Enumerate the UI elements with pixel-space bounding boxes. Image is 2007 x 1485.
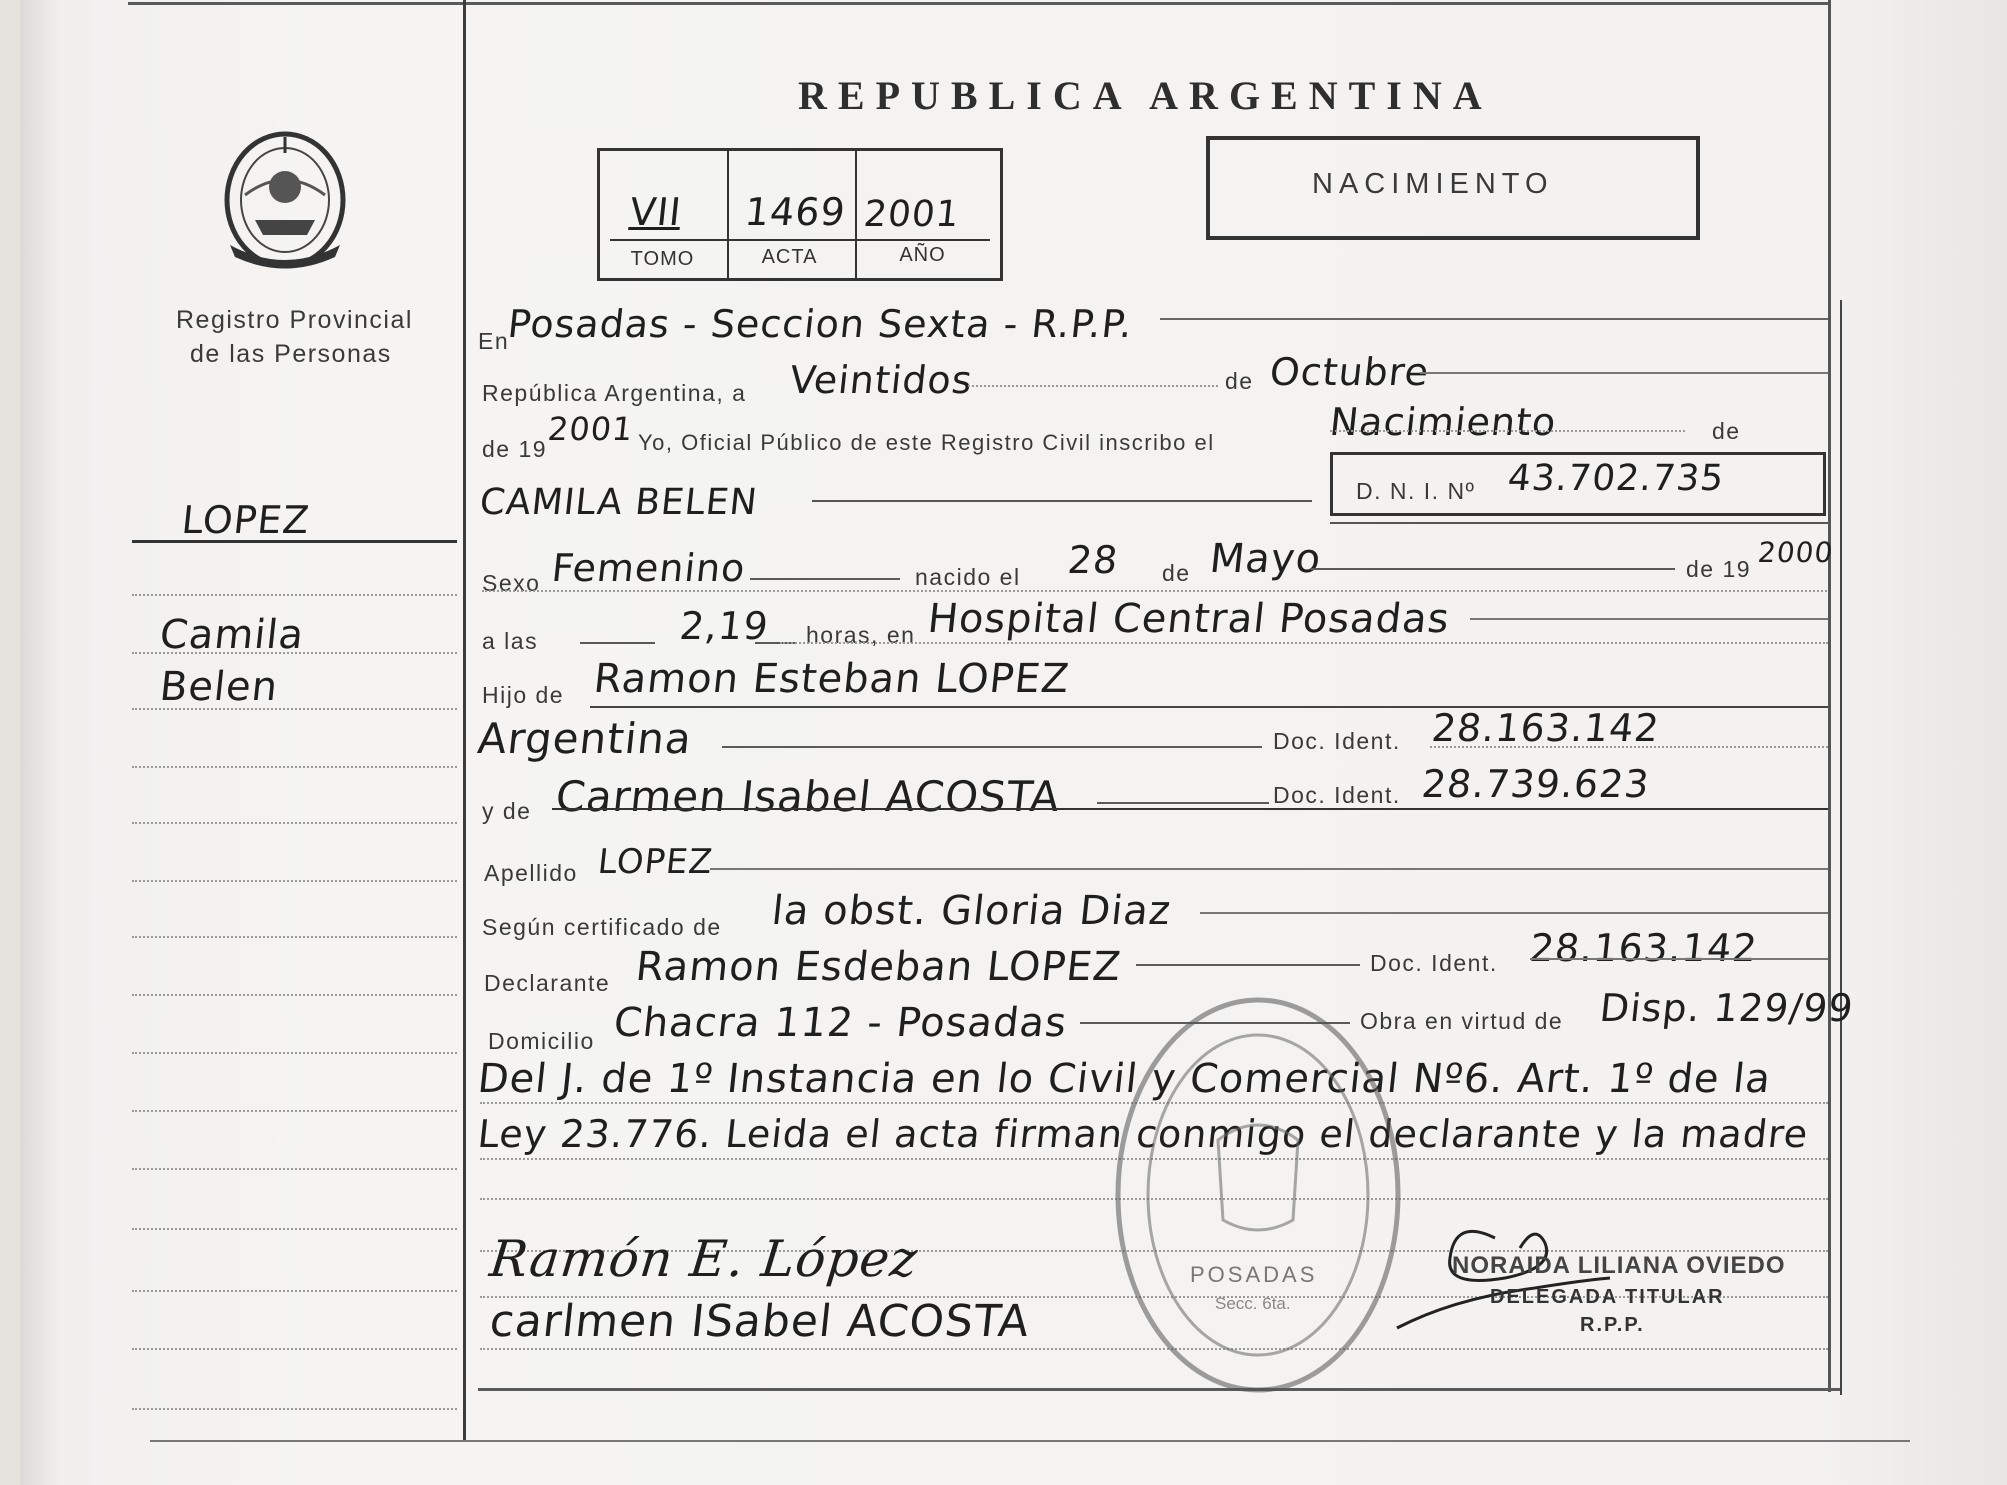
de19-label-2: de 19 <box>1686 556 1752 582</box>
note-line-1: Del J. de 1º Instancia en lo Civil y Comercial Nº6. Art. 1º de la <box>475 1056 1774 1102</box>
hour-line-left <box>580 642 655 644</box>
oficial-label: Yo, Oficial Público de este Registro Civil inscribo el <box>638 430 1215 455</box>
en-line <box>1160 318 1828 320</box>
record-type-label: NACIMIENTO <box>1312 168 1554 200</box>
de-label-2: de <box>1162 560 1191 586</box>
month-line <box>1420 372 1828 374</box>
country-title: REPUBLICA ARGENTINA <box>798 73 1493 118</box>
officer-unit: R.P.P. <box>1580 1314 1645 1336</box>
de-label: de <box>1225 368 1254 394</box>
row5-underline <box>482 590 1827 592</box>
inscribo-value: Nacimiento <box>1327 400 1559 444</box>
en-label: En <box>478 328 510 354</box>
republica-label: República Argentina, a <box>482 380 747 406</box>
tomo-label: TOMO <box>630 248 695 270</box>
hour-value: 2,19 <box>677 604 771 648</box>
apellido-line <box>710 868 1828 870</box>
day-value: Veintidos <box>787 358 976 402</box>
apellido-value: LOPEZ <box>595 842 715 882</box>
certificado-line <box>1200 912 1828 914</box>
father-doc-line <box>1430 746 1828 748</box>
tomo-value: VII <box>627 190 684 234</box>
sexo-label: Sexo <box>482 570 541 596</box>
dni-line <box>1330 522 1830 524</box>
registry-name-line2: de las Personas <box>190 340 392 368</box>
obra-value: Disp. 129/99 <box>1597 986 1856 1030</box>
birth-year: 2000 <box>1756 536 1835 569</box>
declarante-line <box>1136 964 1360 966</box>
en-value: Posadas - Seccion Sexta - R.P.P. <box>505 302 1136 346</box>
officer-name: NORAIDA LILIANA OVIEDO <box>1452 1252 1786 1279</box>
nacido-label: nacido el <box>915 564 1021 590</box>
sexo-value: Femenino <box>549 546 748 590</box>
row6-underline <box>780 642 1828 644</box>
child-name: CAMILA BELEN <box>477 482 760 523</box>
segun-label: Según certificado de <box>482 914 722 940</box>
acta-value: 1469 <box>742 190 849 234</box>
declarante-label: Declarante <box>484 970 611 996</box>
sidebar-given-name-1: Camila <box>157 612 307 658</box>
misiones-seal-icon <box>215 125 355 275</box>
dni-label: D. N. I. Nº <box>1356 478 1476 504</box>
father-nationality: Argentina <box>475 714 695 763</box>
inscribo-dotline <box>1330 430 1685 432</box>
declarante-value: Ramon Esdeban LOPEZ <box>633 944 1124 990</box>
declarante-doc-line <box>1530 958 1828 960</box>
right-edge-border <box>1840 300 1842 1395</box>
yde-label: y de <box>482 798 532 824</box>
mother-line <box>1097 802 1269 804</box>
alas-label: a las <box>482 628 539 654</box>
month-value: Octubre <box>1267 350 1432 394</box>
mother-doc: 28.739.623 <box>1419 762 1652 806</box>
officer-title: DELEGADA TITULAR <box>1490 1286 1725 1308</box>
acta-label: ACTA <box>761 246 818 268</box>
day-dotline <box>968 385 1218 387</box>
de19-label: de 19 <box>482 436 548 462</box>
year-value: 2001 <box>546 410 636 448</box>
father-doc-label: Doc. Ident. <box>1273 728 1401 754</box>
domicilio-value: Chacra 112 - Posadas <box>611 1000 1070 1046</box>
sidebar-surname: LOPEZ <box>179 498 312 542</box>
mother-value: Carmen Isabel ACOSTA <box>553 772 1063 821</box>
official-stamp <box>1108 990 1408 1400</box>
apellido-label: Apellido <box>484 860 578 886</box>
dni-value: 43.702.735 <box>1505 458 1727 499</box>
registry-name-line1: Registro Provincial <box>176 306 413 334</box>
place-line <box>1470 618 1828 620</box>
hijo-label: Hijo de <box>482 682 565 708</box>
domicilio-label: Domicilio <box>488 1028 595 1054</box>
note-line-2: Ley 23.776. Leida el acta firman conmigo el declarante y la madre <box>475 1112 1811 1156</box>
declarante-doc: 28.163.142 <box>1527 926 1760 970</box>
right-border <box>1828 0 1831 1392</box>
obra-label: Obra en virtud de <box>1360 1008 1564 1034</box>
birth-day: 28 <box>1065 538 1121 582</box>
birth-month: Mayo <box>1207 536 1324 582</box>
bottom-page-rule <box>150 1440 1910 1442</box>
sidebar-surname-line <box>132 540 457 543</box>
child-name-line <box>812 500 1312 502</box>
top-rule <box>128 2 1828 5</box>
sexo-line <box>750 578 900 580</box>
father-doc: 28.163.142 <box>1429 706 1662 750</box>
certificado-value: la obst. Gloria Diaz <box>769 888 1174 934</box>
birth-month-line <box>1310 568 1675 570</box>
place-value: Hospital Central Posadas <box>925 596 1452 642</box>
de-end-label: de <box>1712 418 1741 444</box>
mother-doc-label: Doc. Ident. <box>1273 782 1401 808</box>
column-divider <box>463 0 466 1440</box>
stamp-section: Secc. 6ta. <box>1215 1294 1291 1313</box>
mother-signature: carlmen ISabel ACOSTA <box>487 1296 1033 1347</box>
stamp-city: POSADAS <box>1190 1262 1318 1287</box>
horas-label: horas, en <box>806 622 916 648</box>
father-signature: Ramón E. López <box>486 1230 921 1288</box>
anio-value: 2001 <box>861 194 962 235</box>
nationality-line <box>722 746 1262 748</box>
sidebar-given-name-2: Belen <box>157 664 281 710</box>
father-value: Ramon Esteban LOPEZ <box>591 656 1072 702</box>
anio-label: AÑO <box>899 244 946 266</box>
row9-underline <box>552 808 1828 810</box>
declarante-doc-label: Doc. Ident. <box>1370 950 1498 976</box>
